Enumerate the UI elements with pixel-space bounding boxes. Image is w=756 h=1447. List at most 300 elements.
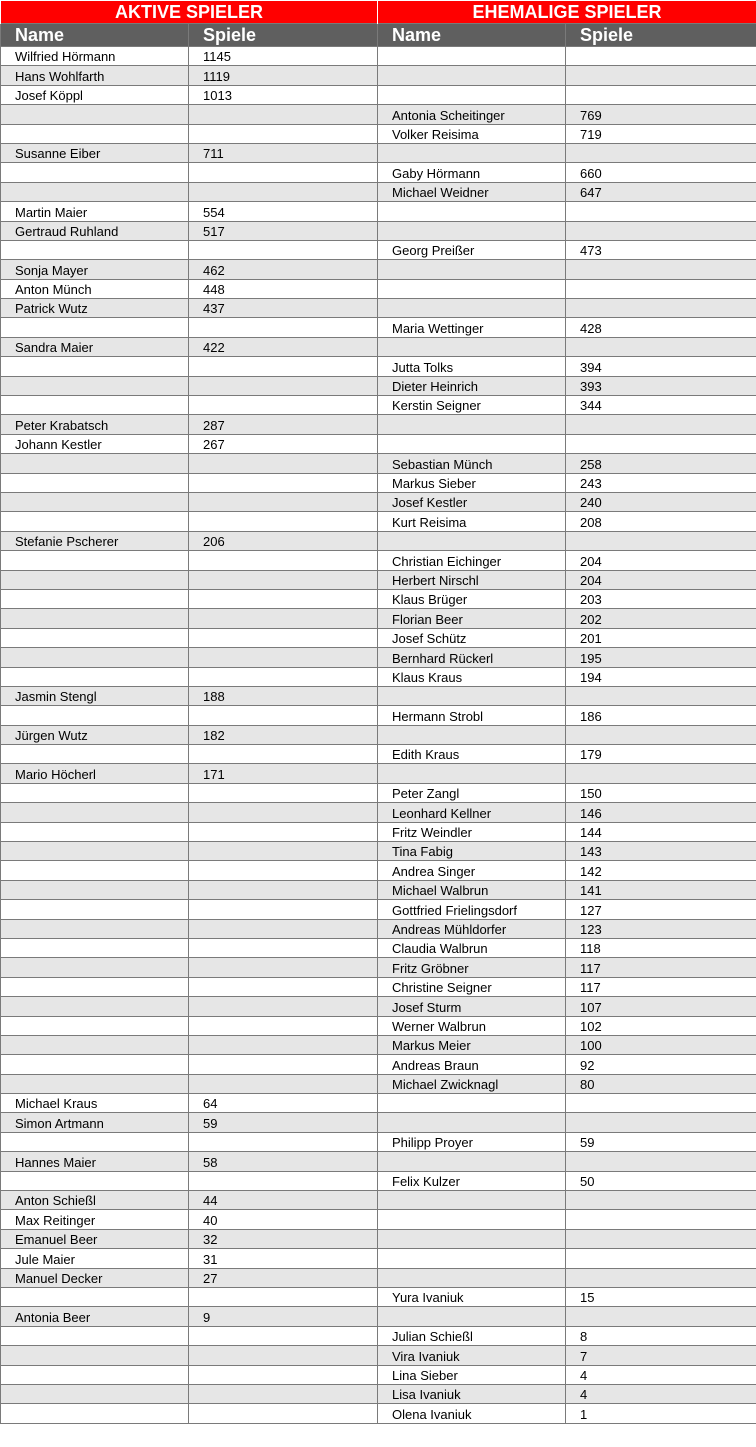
table-row	[1, 1035, 756, 1054]
active-player-games	[189, 182, 378, 201]
table-row	[1, 1229, 756, 1248]
table-row	[1, 396, 756, 415]
former-player-games: 92	[566, 1055, 756, 1074]
active-player-games: 711	[189, 143, 378, 162]
active-player-games: 437	[189, 299, 378, 318]
active-player-name: Sandra Maier	[1, 337, 189, 356]
former-player-games: 428	[566, 318, 756, 337]
former-player-games: 204	[566, 570, 756, 589]
former-player-games	[566, 299, 756, 318]
former-player-games: 179	[566, 745, 756, 764]
active-player-games	[189, 900, 378, 919]
active-player-games	[189, 803, 378, 822]
former-players-title: EHEMALIGE SPIELER	[378, 1, 756, 24]
former-player-games: 201	[566, 628, 756, 647]
active-player-name	[1, 803, 189, 822]
active-player-games: 64	[189, 1094, 378, 1113]
active-player-games	[189, 977, 378, 996]
former-player-name: Markus Sieber	[378, 473, 566, 492]
active-player-games: 554	[189, 202, 378, 221]
former-player-name: Dieter Heinrich	[378, 376, 566, 395]
active-player-name	[1, 454, 189, 473]
table-row	[1, 977, 756, 996]
active-player-name: Sonja Mayer	[1, 260, 189, 279]
active-player-name: Wilfried Hörmann	[1, 47, 189, 66]
former-player-games	[566, 1249, 756, 1268]
active-player-name	[1, 958, 189, 977]
active-player-name	[1, 1288, 189, 1307]
former-player-games: 80	[566, 1074, 756, 1093]
former-player-name	[378, 1191, 566, 1210]
former-player-name: Lina Sieber	[378, 1365, 566, 1384]
former-player-games: 393	[566, 376, 756, 395]
active-player-games	[189, 938, 378, 957]
table-row	[1, 686, 756, 705]
table-row	[1, 1152, 756, 1171]
active-player-name: Susanne Eiber	[1, 143, 189, 162]
former-player-name: Jutta Tolks	[378, 357, 566, 376]
former-player-name: Gottfried Frielingsdorf	[378, 900, 566, 919]
active-player-games	[189, 124, 378, 143]
table-row	[1, 609, 756, 628]
former-player-name	[378, 415, 566, 434]
active-player-name	[1, 589, 189, 608]
former-player-games	[566, 434, 756, 453]
table-row	[1, 551, 756, 570]
former-player-name: Klaus Kraus	[378, 667, 566, 686]
table-row	[1, 1016, 756, 1035]
active-player-name	[1, 1346, 189, 1365]
table-row	[1, 1094, 756, 1113]
table-row	[1, 822, 756, 841]
former-player-games	[566, 1152, 756, 1171]
table-row	[1, 1404, 756, 1423]
table-row	[1, 47, 756, 66]
former-player-name: Julian Schießl	[378, 1326, 566, 1345]
active-player-games: 31	[189, 1249, 378, 1268]
active-player-games	[189, 1288, 378, 1307]
table-row	[1, 1346, 756, 1365]
former-player-games: 143	[566, 842, 756, 861]
table-row	[1, 1055, 756, 1074]
former-player-name: Tina Fabig	[378, 842, 566, 861]
active-player-games: 1119	[189, 66, 378, 85]
former-player-name: Michael Weidner	[378, 182, 566, 201]
active-player-games	[189, 105, 378, 124]
former-player-name	[378, 1307, 566, 1326]
active-player-name	[1, 124, 189, 143]
former-player-name: Kerstin Seigner	[378, 396, 566, 415]
active-player-name	[1, 182, 189, 201]
table-row	[1, 143, 756, 162]
active-player-name	[1, 997, 189, 1016]
former-player-name	[378, 1229, 566, 1248]
table-row	[1, 1307, 756, 1326]
active-player-games	[189, 318, 378, 337]
former-player-games: 258	[566, 454, 756, 473]
former-player-games	[566, 1229, 756, 1248]
table-row	[1, 434, 756, 453]
active-games-header: Spiele	[189, 24, 378, 47]
former-player-games: 117	[566, 977, 756, 996]
former-player-games: 344	[566, 396, 756, 415]
former-player-games: 473	[566, 240, 756, 259]
table-row	[1, 1191, 756, 1210]
former-player-games: 127	[566, 900, 756, 919]
active-player-name	[1, 163, 189, 182]
former-player-name	[378, 531, 566, 550]
former-player-games	[566, 337, 756, 356]
active-player-games	[189, 512, 378, 531]
former-player-name: Christian Eichinger	[378, 551, 566, 570]
former-player-games: 769	[566, 105, 756, 124]
table-row	[1, 299, 756, 318]
active-player-games	[189, 1132, 378, 1151]
active-player-games	[189, 1171, 378, 1190]
active-player-name	[1, 396, 189, 415]
table-row	[1, 163, 756, 182]
former-player-name: Antonia Scheitinger	[378, 105, 566, 124]
active-player-name	[1, 938, 189, 957]
active-player-name: Johann Kestler	[1, 434, 189, 453]
former-player-games: 8	[566, 1326, 756, 1345]
active-player-games	[189, 551, 378, 570]
table-row	[1, 1326, 756, 1345]
former-player-name: Christine Seigner	[378, 977, 566, 996]
active-player-name: Gertraud Ruhland	[1, 221, 189, 240]
table-row	[1, 202, 756, 221]
former-player-games	[566, 202, 756, 221]
former-player-games	[566, 531, 756, 550]
active-player-games	[189, 396, 378, 415]
former-player-name	[378, 1113, 566, 1132]
former-player-games	[566, 415, 756, 434]
former-player-games: 102	[566, 1016, 756, 1035]
active-player-name: Martin Maier	[1, 202, 189, 221]
former-player-games: 123	[566, 919, 756, 938]
former-player-name: Herbert Nirschl	[378, 570, 566, 589]
active-player-games	[189, 1035, 378, 1054]
active-player-name: Patrick Wutz	[1, 299, 189, 318]
former-player-games: 1	[566, 1404, 756, 1423]
active-player-games	[189, 628, 378, 647]
active-player-games: 171	[189, 764, 378, 783]
former-player-games	[566, 1307, 756, 1326]
table-row	[1, 318, 756, 337]
former-player-name: Olena Ivaniuk	[378, 1404, 566, 1423]
table-row	[1, 861, 756, 880]
former-player-name	[378, 337, 566, 356]
table-row	[1, 1171, 756, 1190]
active-player-games: 58	[189, 1152, 378, 1171]
active-players-title: AKTIVE SPIELER	[1, 1, 378, 24]
table-row	[1, 1132, 756, 1151]
former-player-name: Edith Kraus	[378, 745, 566, 764]
former-player-games: 195	[566, 648, 756, 667]
table-row	[1, 1384, 756, 1403]
active-player-name	[1, 880, 189, 899]
active-player-games: 462	[189, 260, 378, 279]
active-player-games	[189, 1055, 378, 1074]
table-row	[1, 182, 756, 201]
active-player-name: Jasmin Stengl	[1, 686, 189, 705]
table-row	[1, 648, 756, 667]
active-player-name: Max Reitinger	[1, 1210, 189, 1229]
table-row	[1, 240, 756, 259]
active-player-name	[1, 1171, 189, 1190]
former-player-games: 660	[566, 163, 756, 182]
active-player-name	[1, 977, 189, 996]
active-player-games	[189, 861, 378, 880]
active-player-name	[1, 1365, 189, 1384]
table-row	[1, 725, 756, 744]
active-player-games	[189, 745, 378, 764]
former-player-games: 100	[566, 1035, 756, 1054]
former-player-games	[566, 221, 756, 240]
active-player-name: Josef Köppl	[1, 85, 189, 104]
active-player-games	[189, 880, 378, 899]
active-player-games	[189, 997, 378, 1016]
former-player-games: 208	[566, 512, 756, 531]
active-player-games	[189, 1384, 378, 1403]
table-row	[1, 628, 756, 647]
active-player-games	[189, 1365, 378, 1384]
former-player-name: Hermann Strobl	[378, 706, 566, 725]
former-player-name: Yura Ivaniuk	[378, 1288, 566, 1307]
table-row	[1, 454, 756, 473]
former-player-name: Peter Zangl	[378, 783, 566, 802]
active-player-games: 27	[189, 1268, 378, 1287]
table-row	[1, 803, 756, 822]
active-player-name	[1, 376, 189, 395]
former-player-games: 202	[566, 609, 756, 628]
former-player-games	[566, 1268, 756, 1287]
former-player-games: 186	[566, 706, 756, 725]
former-player-games: 144	[566, 822, 756, 841]
active-player-name: Stefanie Pscherer	[1, 531, 189, 550]
active-player-name: Emanuel Beer	[1, 1229, 189, 1248]
former-player-name	[378, 143, 566, 162]
active-player-games: 9	[189, 1307, 378, 1326]
active-player-name	[1, 105, 189, 124]
table-row	[1, 570, 756, 589]
active-player-games	[189, 706, 378, 725]
table-row	[1, 842, 756, 861]
former-player-name: Gaby Hörmann	[378, 163, 566, 182]
former-games-header: Spiele	[566, 24, 756, 47]
former-player-games: 647	[566, 182, 756, 201]
table-row	[1, 221, 756, 240]
table-row	[1, 1268, 756, 1287]
active-player-games	[189, 1326, 378, 1345]
active-player-name	[1, 1326, 189, 1345]
table-row	[1, 1365, 756, 1384]
active-player-name: Jule Maier	[1, 1249, 189, 1268]
active-player-name: Michael Kraus	[1, 1094, 189, 1113]
active-player-name	[1, 318, 189, 337]
former-player-games	[566, 686, 756, 705]
former-player-name: Fritz Gröbner	[378, 958, 566, 977]
active-player-name	[1, 1035, 189, 1054]
active-player-games	[189, 492, 378, 511]
former-player-games: 203	[566, 589, 756, 608]
active-player-games	[189, 842, 378, 861]
active-player-games	[189, 1016, 378, 1035]
table-row	[1, 531, 756, 550]
former-player-name: Philipp Proyer	[378, 1132, 566, 1151]
active-player-games	[189, 454, 378, 473]
former-player-games	[566, 47, 756, 66]
former-player-games: 107	[566, 997, 756, 1016]
active-player-name: Peter Krabatsch	[1, 415, 189, 434]
table-row	[1, 66, 756, 85]
former-player-games: 4	[566, 1384, 756, 1403]
table-row	[1, 938, 756, 957]
table-row	[1, 997, 756, 1016]
former-player-name	[378, 66, 566, 85]
active-player-games	[189, 357, 378, 376]
former-player-name: Michael Zwicknagl	[378, 1074, 566, 1093]
active-player-name: Antonia Beer	[1, 1307, 189, 1326]
former-player-name: Fritz Weindler	[378, 822, 566, 841]
former-player-name	[378, 221, 566, 240]
active-player-name	[1, 357, 189, 376]
active-player-games: 188	[189, 686, 378, 705]
former-player-games: 394	[566, 357, 756, 376]
active-player-games: 448	[189, 279, 378, 298]
former-player-games	[566, 725, 756, 744]
active-player-games: 1145	[189, 47, 378, 66]
active-player-name	[1, 706, 189, 725]
former-player-games	[566, 1191, 756, 1210]
header-row	[1, 24, 756, 47]
former-player-name: Lisa Ivaniuk	[378, 1384, 566, 1403]
former-player-name	[378, 299, 566, 318]
active-player-name	[1, 512, 189, 531]
active-player-games	[189, 667, 378, 686]
active-player-games: 267	[189, 434, 378, 453]
active-player-games: 59	[189, 1113, 378, 1132]
former-player-name: Andreas Braun	[378, 1055, 566, 1074]
table-row	[1, 415, 756, 434]
table-row	[1, 900, 756, 919]
former-player-games	[566, 85, 756, 104]
table-row	[1, 105, 756, 124]
former-name-header: Name	[378, 24, 566, 47]
table-row	[1, 279, 756, 298]
former-player-name	[378, 260, 566, 279]
former-player-name: Florian Beer	[378, 609, 566, 628]
table-row	[1, 357, 756, 376]
active-player-name: Jürgen Wutz	[1, 725, 189, 744]
former-player-name: Leonhard Kellner	[378, 803, 566, 822]
former-player-name	[378, 725, 566, 744]
active-player-games	[189, 609, 378, 628]
active-player-name	[1, 628, 189, 647]
former-player-name: Andreas Mühldorfer	[378, 919, 566, 938]
former-player-name	[378, 1210, 566, 1229]
active-player-games: 1013	[189, 85, 378, 104]
former-player-name: Maria Wettinger	[378, 318, 566, 337]
former-player-games: 146	[566, 803, 756, 822]
table-row	[1, 260, 756, 279]
active-player-name	[1, 667, 189, 686]
active-player-games	[189, 783, 378, 802]
former-player-name: Kurt Reisima	[378, 512, 566, 531]
table-row	[1, 1113, 756, 1132]
active-player-name	[1, 648, 189, 667]
former-player-name: Claudia Walbrun	[378, 938, 566, 957]
former-player-games: 59	[566, 1132, 756, 1151]
former-player-games: 243	[566, 473, 756, 492]
table-row	[1, 1074, 756, 1093]
former-player-name: Sebastian Münch	[378, 454, 566, 473]
active-player-name: Hannes Maier	[1, 1152, 189, 1171]
former-player-games: 240	[566, 492, 756, 511]
former-player-name: Klaus Brüger	[378, 589, 566, 608]
former-player-name	[378, 1094, 566, 1113]
active-player-name: Simon Artmann	[1, 1113, 189, 1132]
former-player-name: Markus Meier	[378, 1035, 566, 1054]
former-player-name	[378, 202, 566, 221]
active-player-games	[189, 473, 378, 492]
former-player-games	[566, 279, 756, 298]
active-player-name	[1, 609, 189, 628]
active-player-name	[1, 745, 189, 764]
former-player-name	[378, 47, 566, 66]
active-player-name	[1, 1074, 189, 1093]
former-player-games: 194	[566, 667, 756, 686]
title-row	[1, 1, 756, 24]
active-player-games	[189, 570, 378, 589]
table-row	[1, 337, 756, 356]
active-player-name	[1, 1384, 189, 1403]
active-player-name	[1, 492, 189, 511]
active-player-name	[1, 1016, 189, 1035]
former-player-games: 4	[566, 1365, 756, 1384]
active-player-games: 32	[189, 1229, 378, 1248]
table-row	[1, 1288, 756, 1307]
active-player-games	[189, 919, 378, 938]
active-player-name: Hans Wohlfarth	[1, 66, 189, 85]
active-name-header: Name	[1, 24, 189, 47]
former-player-games: 118	[566, 938, 756, 957]
active-player-name	[1, 473, 189, 492]
former-player-name	[378, 686, 566, 705]
table-row	[1, 473, 756, 492]
former-player-games: 15	[566, 1288, 756, 1307]
table-row	[1, 706, 756, 725]
former-player-games: 204	[566, 551, 756, 570]
active-player-name	[1, 822, 189, 841]
former-player-name	[378, 1268, 566, 1287]
table-row	[1, 919, 756, 938]
active-player-games: 40	[189, 1210, 378, 1229]
former-player-name: Bernhard Rückerl	[378, 648, 566, 667]
active-player-games: 422	[189, 337, 378, 356]
table-row	[1, 376, 756, 395]
active-player-games	[189, 376, 378, 395]
former-player-name: Josef Schütz	[378, 628, 566, 647]
former-player-name: Vira Ivaniuk	[378, 1346, 566, 1365]
former-player-name: Georg Preißer	[378, 240, 566, 259]
former-player-name	[378, 434, 566, 453]
active-player-name	[1, 570, 189, 589]
active-player-games	[189, 163, 378, 182]
former-player-name	[378, 764, 566, 783]
active-player-games	[189, 589, 378, 608]
active-player-name	[1, 861, 189, 880]
